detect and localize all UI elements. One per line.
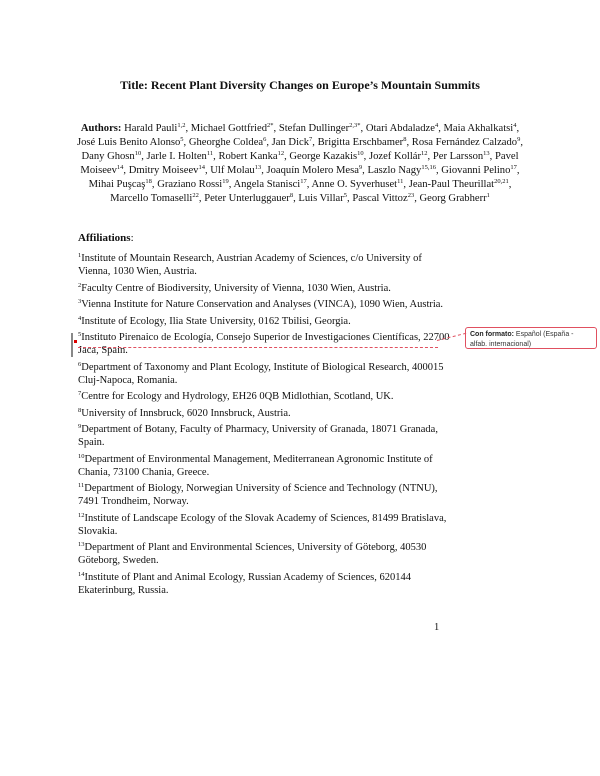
- affiliation-text: Vienna Institute for Nature Conservation and Analyses (VINCA), 1090 Wien, Austria.: [81, 299, 444, 310]
- author-name: Angela Stanisci: [233, 179, 301, 190]
- affiliation-text: Department of Biology, Norwegian University of Science and Technology (NTNU), 7491 Trondheim, Norway.: [78, 483, 438, 507]
- document-title: Title: Recent Plant Diversity Changes on Europe’s Mountain Summits: [120, 78, 480, 92]
- affiliation-text: Department of Taxonomy and Plant Ecology, Institute of Biological Research, 400015 Cluj-Napoca, Romania.: [78, 361, 444, 386]
- affiliation-number: 11: [78, 482, 85, 489]
- author-name: Luis Villar: [298, 193, 344, 204]
- author-name: Robert Kanka: [218, 151, 278, 162]
- affiliation-number: 4: [78, 314, 82, 322]
- affiliation-item: [78, 407, 450, 420]
- author-affiliation-sup: 4: [513, 122, 517, 129]
- affiliation-item: [78, 453, 450, 479]
- author-name: Jean-Paul Theurillat: [408, 179, 495, 190]
- affiliation-number: 8: [78, 406, 82, 414]
- authors-block: [76, 122, 524, 206]
- affiliation-item: [78, 361, 450, 387]
- author-affiliation-sup: 17: [510, 164, 517, 171]
- author-affiliation-sup: 10: [134, 150, 142, 157]
- affiliations-list: [78, 252, 450, 600]
- author-name: Pascal Vittoz: [352, 193, 408, 204]
- author-affiliation-sup: 17: [300, 178, 307, 185]
- author-name: Maia Akhalkatsi: [443, 123, 514, 134]
- author-name: Ulf Molau: [210, 165, 255, 176]
- author-affiliation-sup: 8: [403, 136, 407, 143]
- author-name: Dmitry Moiseev: [128, 165, 199, 176]
- affiliation-text: University of Innsbruck, 6020 Innsbruck, Austria.: [81, 407, 291, 419]
- author-name: Jarle I. Holten: [146, 151, 207, 162]
- affiliations-label: Affiliations: [78, 232, 131, 244]
- author-name: Rosa Fernández Calzado: [411, 137, 518, 148]
- change-bar: [71, 333, 73, 357]
- author-affiliation-sup: 1,2: [177, 122, 186, 129]
- author-name: Graziano Rossi: [157, 179, 223, 190]
- author-affiliation-sup: 9: [517, 136, 521, 143]
- author-name: Giovanni Pelino: [441, 165, 511, 176]
- affiliation-item: [78, 390, 450, 403]
- author-affiliation-sup: 2*: [267, 122, 274, 129]
- affiliation-number: 12: [78, 511, 85, 519]
- affiliation-text: Institute of Mountain Research, Austrian Academy of Sciences, c/o University of Vienna, 1030 Wien, Austria.: [78, 253, 422, 277]
- affiliation-number: 1: [78, 252, 82, 259]
- comment-anchor-marker[interactable]: [74, 340, 77, 343]
- format-change-balloon[interactable]: [465, 327, 597, 349]
- affiliation-text: Institute of Landscape Ecology of the Slovak Academy of Sciences, 81499 Bratislava, Slovakia.: [78, 512, 447, 537]
- author-name: Anne O. Syverhuset: [311, 179, 398, 190]
- affiliation-text: Institute of Ecology, Ilia State University, 0162 Tbilisi, Georgia.: [81, 315, 351, 327]
- affiliation-number: 10: [78, 452, 85, 460]
- affiliation-text: Department of Plant and Environmental Sciences, University of Göteborg, 40530 Göteborg, Sweden.: [78, 542, 427, 566]
- author-affiliation-sup: 7: [309, 136, 313, 143]
- affiliation-number: 3: [78, 298, 82, 305]
- author-name: Brigitta Erschbamer: [317, 137, 404, 148]
- balloon-label: Con formato:: [470, 331, 514, 338]
- affiliation-item: [78, 252, 450, 278]
- author-name: George Kazakis: [289, 151, 358, 162]
- affiliation-text: Instituto Pirenaico de Ecología, Consejo Superior de Investigaciones Científicas, 22700 Jaca, Spain.: [78, 332, 450, 356]
- author-name: Per Larsson: [432, 151, 484, 162]
- author-name: Georg Grabherr: [419, 193, 487, 204]
- author-name: Mihai Puşcaş: [88, 179, 146, 190]
- author-affiliation-sup: 11: [397, 178, 404, 185]
- author-affiliation-sup: 15,16: [421, 164, 436, 171]
- author-affiliation-sup: 12: [421, 150, 428, 157]
- affiliation-number: 2: [78, 281, 82, 289]
- author-name: Laszlo Nagy: [367, 165, 422, 176]
- author-name: Dany Ghosn: [81, 151, 135, 162]
- author-affiliation-sup: 19: [222, 178, 229, 185]
- affiliation-item: [78, 298, 450, 311]
- author-name: Harald Pauli: [124, 123, 178, 134]
- author-affiliation-sup: 14: [116, 164, 124, 171]
- author-name: Joaquín Molero Mesa: [266, 165, 359, 176]
- affiliation-text: Centre for Ecology and Hydrology, EH26 0QB Midlothian, Scotland, UK.: [81, 391, 394, 402]
- authors-label: Authors:: [80, 123, 122, 134]
- affiliation-item: [78, 571, 450, 597]
- author-affiliation-sup: 2,3*: [349, 122, 361, 129]
- affiliation-number: 9: [78, 423, 82, 430]
- affiliation-number: 6: [78, 360, 82, 368]
- author-name: Pavel Moiseev: [80, 151, 519, 176]
- affiliation-text: Faculty Centre of Biodiversity, University of Vienna, 1030 Wien, Austria.: [81, 282, 391, 294]
- affiliation-number: 7: [78, 390, 82, 397]
- author-affiliation-sup: 10: [357, 150, 364, 157]
- affiliation-item: [78, 331, 450, 357]
- author-affiliation-sup: 14: [198, 164, 205, 171]
- affiliation-item: [78, 315, 450, 328]
- author-name: Jozef Kollár: [368, 151, 422, 162]
- affiliation-item: [78, 541, 450, 567]
- author-affiliation-sup: 5: [180, 136, 184, 143]
- author-affiliation-sup: 20,21: [494, 178, 509, 185]
- page-number: 1: [434, 622, 440, 633]
- author-name: Marcello Tomaselli: [110, 193, 193, 204]
- affiliation-item: [78, 282, 450, 295]
- author-affiliation-sup: 5: [343, 192, 347, 199]
- author-name: Jan Dick: [271, 137, 310, 148]
- affiliation-item: [78, 512, 450, 538]
- affiliation-item: [78, 423, 450, 449]
- author-name: Michael Gottfried: [190, 123, 267, 134]
- affiliation-text: Department of Environmental Management, Mediterranean Agronomic Institute of Chania, 73100 Chania, Greece.: [78, 453, 433, 478]
- author-name: Peter Unterluggauer: [204, 193, 290, 204]
- author-affiliation-sup: 13: [483, 150, 490, 157]
- author-affiliation-sup: 12: [277, 150, 285, 157]
- affiliation-number: 5: [78, 331, 82, 338]
- author-affiliation-sup: 4: [434, 122, 439, 129]
- author-name: Stefan Dullinger: [278, 123, 350, 134]
- affiliation-number: 13: [78, 541, 85, 548]
- author-affiliation-sup: 8: [289, 192, 294, 199]
- author-affiliation-sup: 6: [263, 136, 267, 143]
- comment-leader-line: [78, 347, 438, 348]
- author-name: Gheorghe Coldea: [188, 137, 264, 148]
- author-affiliation-sup: 13: [254, 164, 262, 171]
- affiliation-text: Department of Botany, Faculty of Pharmacy, University of Granada, 18071 Granada, Spain.: [78, 424, 438, 448]
- author-affiliation-sup: 1: [486, 192, 490, 199]
- balloon-text: Español (España - alfab. internacional): [470, 331, 574, 348]
- author-affiliation-sup: 23: [407, 192, 415, 199]
- author-affiliation-sup: 18: [145, 178, 152, 185]
- affiliations-heading: Affiliations:: [78, 232, 134, 244]
- author-affiliation-sup: 11: [206, 150, 214, 157]
- author-affiliation-sup: 22: [192, 192, 199, 199]
- author-list: Harald Pauli$^{1,2}$, Michael Gottfried$^{2*}$, Stefan Dullinger$^{2,3*}$, Otari Abdaladze$^4$, Maia Akhalkatsi$^4$, José Luis Benito Alonso$^5$, Gheorghe Coldea$^6$, Jan Dick$^7$, Brigitta Erschbamer$^8$, Rosa Fernández Calzado$^9$, Dany Ghosn$^{10}$, Jarle I. Holten$^{11}$, Robert Kanka$^{12}$, George Kazakis$^{10}$, Jozef Kollár$^{12}$, Per Larsson$^{13}$, Pavel Moiseev$^{14}$, Dmitry Moiseev$^{14}$, Ulf Molau$^{13}$, Joaquín Molero Mesa$^9$, Laszlo Nagy$^{15,16}$, Giovanni Pelino$^{17}$, Mihai Puşcaş$^{18}$, Graziano Rossi$^{19}$, Angela Stanisci$^{17}$, Anne O. Syverhuset$^{11}$, Jean-Paul Theurillat$^{20,21}$, Marcello Tomaselli$^{22}$, Peter Unterluggauer$^8$, Luis Villar$^5$, Pascal Vittoz$^{23}$, Georg Grabherr$^1$: [77, 122, 523, 204]
- affiliation-text: Institute of Plant and Animal Ecology, Russian Academy of Sciences, 620144 Ekaterinburg, Russia.: [78, 571, 412, 596]
- author-name: Otari Abdaladze: [365, 123, 435, 134]
- author-name: José Luis Benito Alonso: [77, 137, 181, 148]
- affiliation-item: [78, 482, 450, 508]
- affiliation-number: 14: [78, 570, 85, 578]
- author-affiliation-sup: 9: [358, 164, 363, 171]
